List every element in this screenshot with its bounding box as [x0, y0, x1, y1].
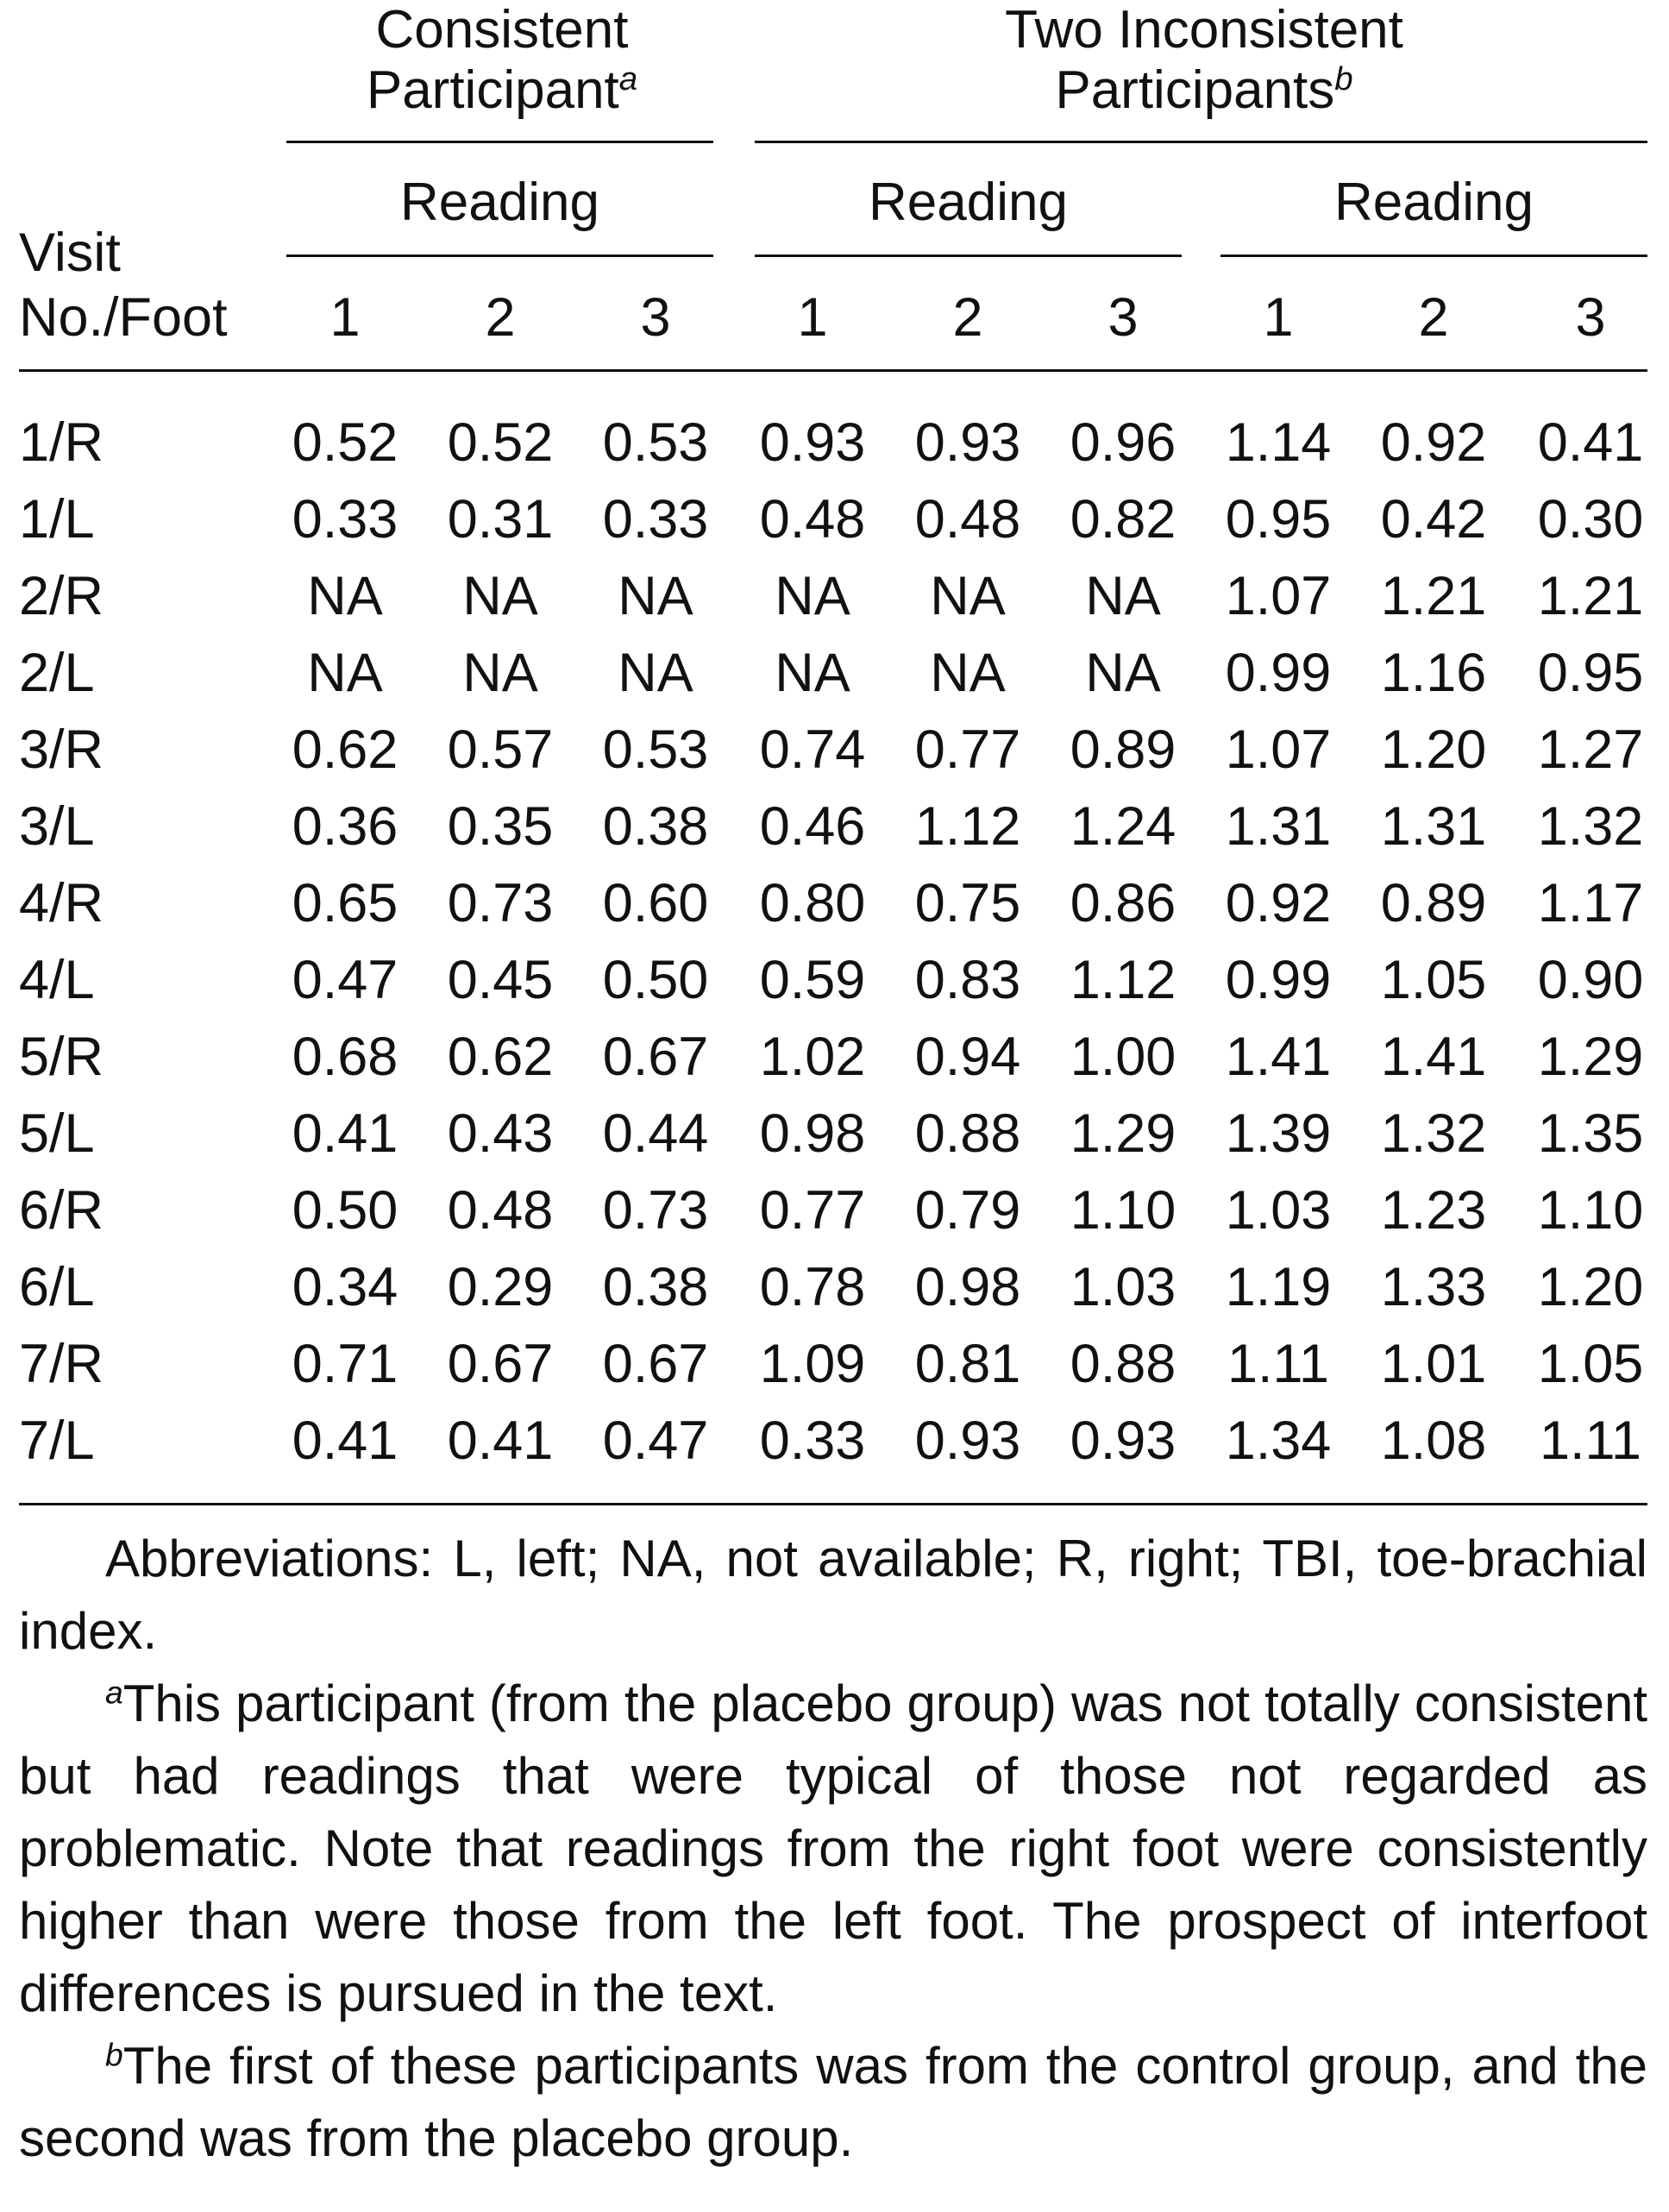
table-cell: 0.89: [1070, 720, 1176, 780]
table-cell: 0.33: [759, 1411, 866, 1471]
table-cell: 1.24: [1070, 796, 1176, 857]
footnote-abbreviations: Abbreviations: L, left; NA, not available; R, right; TBI, toe-brachial index.: [19, 1530, 1647, 1660]
table-cell: 0.95: [1225, 489, 1332, 550]
table-cell: 1.02: [759, 1027, 866, 1087]
row-label: 4/L: [19, 950, 95, 1010]
table-cell: 0.41: [292, 1411, 398, 1471]
table-cell: 0.67: [602, 1334, 709, 1394]
row-header-line2: No./Foot: [19, 287, 228, 348]
table-cell: 0.77: [914, 720, 1021, 780]
table-cell: 0.47: [602, 1411, 709, 1471]
table-cell: 1.03: [1225, 1180, 1332, 1241]
table-footnotes: [19, 1523, 1647, 2175]
table-cell: 1.27: [1537, 720, 1644, 780]
table-cell: 0.96: [1070, 412, 1176, 473]
table-cell: 0.93: [759, 412, 866, 473]
table-cell: 0.80: [759, 873, 866, 933]
column-number: 2: [1418, 287, 1449, 348]
group-header-inconsistent-line2: Participants$^b$: [1055, 60, 1353, 120]
row-label: 3/R: [19, 720, 104, 780]
table-cell: 0.65: [292, 873, 398, 933]
rule-reading-1: [286, 255, 713, 257]
table-cell: NA: [307, 566, 383, 626]
table-cell: 0.88: [914, 1103, 1021, 1164]
row-label: 1/L: [19, 489, 95, 550]
table-cell: NA: [930, 566, 1006, 626]
table-cell: 1.03: [1070, 1257, 1176, 1317]
table-cell: 1.00: [1070, 1027, 1176, 1087]
footnote-mark-b: b: [1334, 60, 1353, 97]
table-cell: 0.73: [447, 873, 554, 933]
table-cell: 1.19: [1225, 1257, 1332, 1317]
table-cell: 0.68: [292, 1027, 398, 1087]
table-cell: 0.93: [914, 1411, 1021, 1471]
table-cell: 0.47: [292, 950, 398, 1010]
rule-header-bottom: [19, 369, 1647, 372]
table-cell: 0.29: [447, 1257, 554, 1317]
footnote-a-text: This participant (from the placebo group) was not totally consistent but had readings that were typical of those not regarded as problematic. Note that readings from the right foot were consistently higher than were those from the left foot. The prospect of interfoot differences is pursued in the text.: [19, 1675, 1647, 2022]
table-cell: 1.08: [1380, 1411, 1487, 1471]
column-number: 2: [952, 287, 983, 348]
table-cell: 0.31: [447, 489, 554, 550]
table-cell: 0.95: [1537, 643, 1644, 703]
table-cell: 1.12: [914, 796, 1021, 857]
table-cell: 1.05: [1537, 1334, 1644, 1394]
table-cell: 0.75: [914, 873, 1021, 933]
table-cell: 0.79: [914, 1180, 1021, 1241]
row-label: 6/R: [19, 1180, 104, 1241]
footnote-a-mark: a: [105, 1674, 123, 1711]
table-cell: 1.01: [1380, 1334, 1487, 1394]
table-cell: 0.92: [1380, 412, 1487, 473]
table-cell: 1.11: [1540, 1411, 1641, 1471]
table-cell: 1.21: [1380, 566, 1487, 626]
footnote-b-mark: b: [105, 2036, 123, 2073]
group-header-consistent-line2: Participant$^a$: [366, 60, 638, 120]
subheader-reading-1: Reading: [400, 173, 599, 232]
footnote-b-text: The first of these participants was from the control group, and the second was from the placebo group.: [19, 2037, 1647, 2167]
row-label: 2/R: [19, 566, 104, 626]
table-cell: 0.93: [1070, 1411, 1176, 1471]
table-cell: 0.33: [292, 489, 398, 550]
table-cell: 1.10: [1537, 1180, 1644, 1241]
table-cell: 0.90: [1537, 950, 1644, 1010]
table-cell: 0.45: [447, 950, 554, 1010]
table-cell: 0.46: [759, 796, 866, 857]
table-cell: 0.48: [447, 1180, 554, 1241]
table-cell: NA: [930, 643, 1006, 703]
table-cell: NA: [1085, 643, 1161, 703]
table-cell: 1.05: [1380, 950, 1487, 1010]
column-number: 3: [1575, 287, 1606, 348]
table-cell: 0.83: [914, 950, 1021, 1010]
table-cell: 1.39: [1225, 1103, 1332, 1164]
table-cell: 0.86: [1070, 873, 1176, 933]
table-cell: 0.73: [602, 1180, 709, 1241]
table-cell: 0.52: [447, 412, 554, 473]
table-cell: 0.62: [292, 720, 398, 780]
table-cell: 0.41: [447, 1411, 554, 1471]
table-cell: 0.93: [914, 412, 1021, 473]
table-cell: 0.50: [602, 950, 709, 1010]
footnote-a: [19, 1668, 1647, 2030]
table-cell: 0.34: [292, 1257, 398, 1317]
table-cell: 1.16: [1380, 643, 1487, 703]
column-number: 2: [485, 287, 516, 348]
column-number: 1: [329, 287, 361, 348]
table-cell: NA: [462, 643, 538, 703]
table-cell: 1.29: [1070, 1103, 1176, 1164]
table-cell: 1.11: [1227, 1334, 1329, 1394]
subheader-reading-2: Reading: [869, 173, 1068, 232]
table-cell: 0.52: [292, 412, 398, 473]
group-header-inconsistent: [761, 0, 1647, 121]
table-cell: 0.74: [759, 720, 866, 780]
table-cell: 1.17: [1537, 873, 1644, 933]
table-cell: 0.98: [914, 1257, 1021, 1317]
table-cell: 0.67: [602, 1027, 709, 1087]
table-cell: 0.81: [914, 1334, 1021, 1394]
table-cell: 1.41: [1380, 1027, 1487, 1087]
table-cell: 1.41: [1225, 1027, 1332, 1087]
table-cell: 1.07: [1225, 720, 1332, 780]
table-cell: 1.21: [1537, 566, 1644, 626]
table-cell: NA: [618, 566, 693, 626]
row-header-line1: Visit: [19, 223, 121, 283]
table-cell: NA: [618, 643, 693, 703]
table-cell: 1.12: [1070, 950, 1176, 1010]
table-cell: 1.23: [1380, 1180, 1487, 1241]
table-cell: 1.14: [1225, 412, 1332, 473]
table-cell: 0.48: [914, 489, 1021, 550]
table-cell: 1.20: [1380, 720, 1487, 780]
table-cell: 1.07: [1225, 566, 1332, 626]
table-cell: 0.38: [602, 1257, 709, 1317]
table-cell: 1.09: [759, 1334, 866, 1394]
rule-consistent: [286, 141, 713, 143]
table-cell: 0.44: [602, 1103, 709, 1164]
table-cell: 1.32: [1537, 796, 1644, 857]
table-cell: 0.92: [1225, 873, 1332, 933]
footnote-mark-a: a: [618, 60, 638, 97]
table-cell: 1.35: [1537, 1103, 1644, 1164]
table-cell: NA: [462, 566, 538, 626]
table-cell: 1.10: [1070, 1180, 1176, 1241]
table-cell: 1.32: [1380, 1103, 1487, 1164]
column-number: 1: [1263, 287, 1294, 348]
table-cell: 0.38: [602, 796, 709, 857]
table-cell: 0.33: [602, 489, 709, 550]
group-header-consistent-line1: Consistent: [375, 0, 629, 60]
row-label: 7/R: [19, 1334, 104, 1394]
column-number: 1: [797, 287, 828, 348]
table-cell: NA: [775, 566, 850, 626]
table-cell: 1.33: [1380, 1257, 1487, 1317]
rule-table-bottom: [19, 1503, 1647, 1505]
table-cell: 1.31: [1380, 796, 1487, 857]
table-cell: 1.29: [1537, 1027, 1644, 1087]
row-label: 1/R: [19, 412, 104, 473]
table-cell: 0.99: [1225, 950, 1332, 1010]
table-cell: 0.42: [1380, 489, 1487, 550]
table-cell: 0.59: [759, 950, 866, 1010]
table-cell: 0.71: [292, 1334, 398, 1394]
table-cell: 0.62: [447, 1027, 554, 1087]
table-cell: 0.82: [1070, 489, 1176, 550]
table-cell: 0.67: [447, 1334, 554, 1394]
table-cell: 0.57: [447, 720, 554, 780]
group-header-inconsistent-line1: Two Inconsistent: [1005, 0, 1403, 60]
table-cell: 0.50: [292, 1180, 398, 1241]
row-label: 5/L: [19, 1103, 95, 1164]
row-label: 4/R: [19, 873, 104, 933]
table-cell: 0.98: [759, 1103, 866, 1164]
row-label: 6/L: [19, 1257, 95, 1317]
table-cell: 0.41: [1537, 412, 1644, 473]
row-label: 3/L: [19, 796, 95, 857]
column-number: 3: [640, 287, 671, 348]
row-label: 5/R: [19, 1027, 104, 1087]
table-cell: NA: [1085, 566, 1161, 626]
table-cell: 0.78: [759, 1257, 866, 1317]
table-cell: 0.99: [1225, 643, 1332, 703]
table-cell: 0.48: [759, 489, 866, 550]
table-cell: 0.35: [447, 796, 554, 857]
table-cell: NA: [775, 643, 850, 703]
rule-reading-3: [1220, 255, 1647, 257]
table-cell: 1.34: [1225, 1411, 1332, 1471]
rule-reading-2: [755, 255, 1182, 257]
table-cell: 0.41: [292, 1103, 398, 1164]
table-cell: 0.94: [914, 1027, 1021, 1087]
table-cell: 1.31: [1225, 796, 1332, 857]
row-label: 2/L: [19, 643, 95, 703]
subheader-reading-3: Reading: [1334, 173, 1534, 232]
column-number: 3: [1107, 287, 1139, 348]
table-cell: 1.20: [1537, 1257, 1644, 1317]
table-cell: NA: [307, 643, 383, 703]
table-cell: 0.43: [447, 1103, 554, 1164]
table-cell: 0.89: [1380, 873, 1487, 933]
table-cell: 0.77: [759, 1180, 866, 1241]
table-cell: 0.36: [292, 796, 398, 857]
row-label: 7/L: [19, 1411, 95, 1471]
table-cell: 0.53: [602, 720, 709, 780]
footnote-b: [19, 2030, 1647, 2175]
group-header-consistent: [286, 0, 718, 121]
table-cell: 0.60: [602, 873, 709, 933]
rule-inconsistent: [755, 141, 1647, 143]
table-cell: 0.30: [1537, 489, 1644, 550]
table-cell: 0.53: [602, 412, 709, 473]
table-cell: 0.88: [1070, 1334, 1176, 1394]
